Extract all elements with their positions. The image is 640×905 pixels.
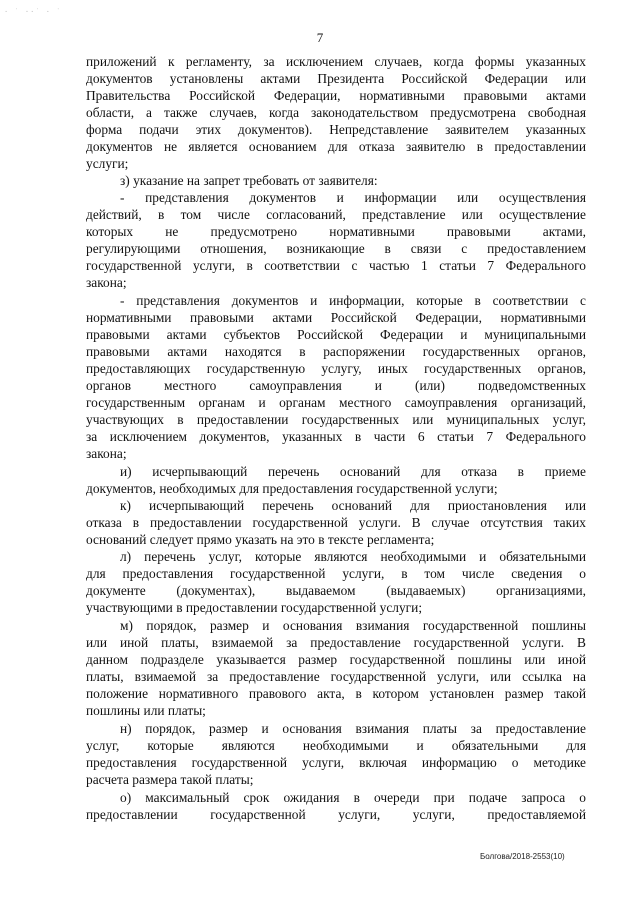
text-line: л) перечень услуг, которые являются необходимыми и обязательными [120,549,586,564]
text-line: Правительства Российской Федерации, нормативными правовыми актами [86,88,586,103]
text-line: регулирующими отношения, возникающие в связи с предоставлением [86,241,586,256]
text-line: данном подразделе указывается размер государственной пошлины или иной [86,652,586,667]
text-line: которых не предусмотрено нормативными правовыми актами, [86,224,586,239]
text-line: документов не является основанием для отказа заявителю в предоставлении [86,139,586,154]
text-line: государственным органам и органам местного самоуправления организаций, [86,395,586,410]
text-line: органов местного самоуправления и (или) подведомственных [86,378,586,393]
text-line: области, а также случаев, когда законодательством предусмотрена свободная [86,105,586,120]
text-line: отказа в предоставлении государственной услуги. В случае отсутствия таких [86,515,586,530]
text-line: з) указание на запрет требовать от заявителя: [120,173,378,188]
text-line: к) исчерпывающий перечень оснований для приостановления или [120,498,586,513]
text-line: действий, в том числе согласований, представление или осуществление [86,207,586,222]
text-line: приложений к регламенту, за исключением случаев, когда формы указанных [86,54,586,69]
page-number: 7 [316,30,324,45]
text-line: участвующими в предоставлении государственной услуги; [86,600,423,615]
text-line: платы, взимаемой за предоставление государственной услуги, или ссылка на [86,669,586,684]
text-line: документе (документах), выдаваемом (выдаваемых) организациями, [86,583,586,598]
text-line: правовыми актами находятся в распоряжении государственных органов, [86,344,586,359]
text-line: документов установлены актами Президента Российской Федерации или [86,71,586,86]
document-footer-reference: Болгова/2018-2553(10) [480,852,565,861]
text-line: для предоставления государственной услуги, в том числе сведения о [86,566,586,581]
text-line: оснований следует прямо указать на это в тексте регламента; [86,532,435,547]
text-line: положение нормативного правового акта, в котором установлен размер такой [86,686,586,701]
text-line: предоставления государственной услуги, включая информацию о методике [86,755,586,770]
margin-scan-noise: · ˙ ··˙ · ˙ [4,8,62,16]
text-line: предоставляющих государственную услугу, иных государственных органов, [86,361,586,376]
text-line: закона; [86,446,127,461]
text-line: м) порядок, размер и основания взимания государственной пошлины [120,618,586,633]
text-line: пошлины или платы; [86,703,206,718]
text-line: н) порядок, размер и основания взимания платы за предоставление [120,721,586,736]
text-line: услуги; [86,156,129,171]
text-line: участвующих в предоставлении государственных или муниципальных услуг, [86,412,586,427]
text-line: услуг, которые являются необходимыми и обязательными для [86,738,586,753]
text-line: о) максимальный срок ожидания в очереди при подаче запроса о [120,790,586,805]
text-line: документов, необходимых для предоставления государственной услуги; [86,481,498,496]
text-line: предоставлении государственной услуги, услуги, предоставляемой [86,807,586,822]
text-line: нормативными правовыми актами Российской Федерации, нормативными [86,310,586,325]
text-line: - представления документов и информации или осуществления [120,190,586,205]
text-line: закона; [86,275,127,290]
text-line: - представления документов и информации, которые в соответствии с [120,293,586,308]
text-line: расчета размера такой платы; [86,772,254,787]
text-line: или иной платы, взимаемой за предоставление государственной услуги. В [86,635,586,650]
text-line: форма подачи этих документов). Непредставление заявителем указанных [86,122,586,137]
text-line: за исключением документов, указанных в части 6 статьи 7 Федерального [86,429,586,444]
text-line: и) исчерпывающий перечень оснований для отказа в приеме [120,464,586,479]
text-line: государственной услуги, в соответствии с частью 1 статьи 7 Федерального [86,258,586,273]
text-line: правовыми актами субъектов Российской Федерации и муниципальными [86,327,586,342]
